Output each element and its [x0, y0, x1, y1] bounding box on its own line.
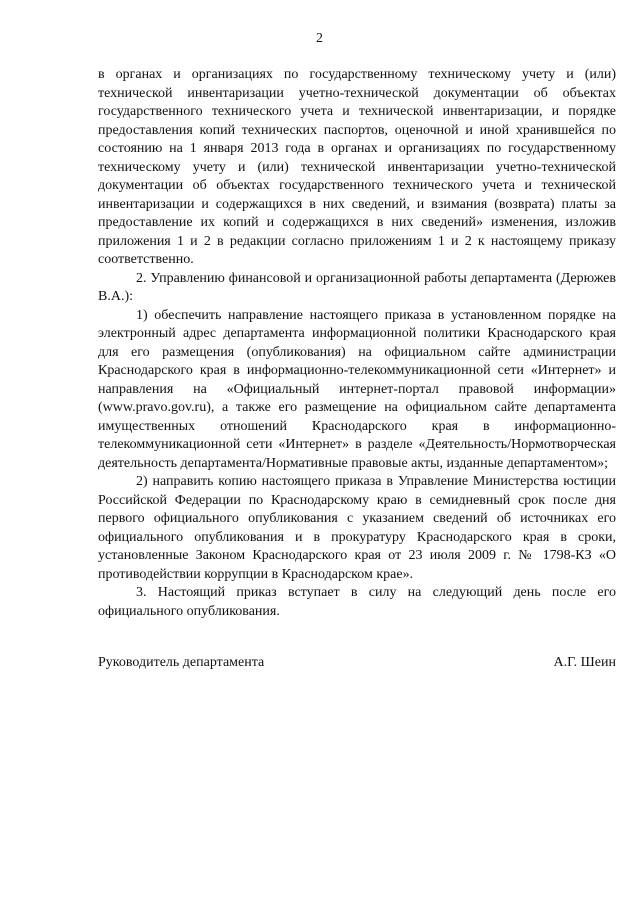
signatory-name: А.Г. Шеин — [553, 655, 616, 670]
paragraph-continuation: в органах и организациях по государственному техническому учету и (или) технической инвентаризации учетно-технической документации об объектах государственного технического учета и технической инвентаризации, и порядке предоставления копий технических паспортов, оценочной и иной хранившейся по состоянию на 1 января 2013 года в органах и организациях по государственному техническому учету и (или) технической инвентаризации учетно-технической документации об объектах государственного технического учета и технической инвентаризации и содержащихся в них сведений, и взимания (возврата) платы за предоставление их копий и содержащихся в них сведений» изменения, изложив приложения 1 и 2 в редакции согласно приложениям 1 и 2 к настоящему приказу соответственно. — [98, 67, 616, 267]
signatory-title: Руководитель департамента — [98, 655, 265, 670]
page-number: 2 — [316, 31, 323, 46]
paragraph-item-2: 2. Управлению финансовой и организационной работы департамента (Дерюжев В.А.): — [98, 270, 616, 304]
paragraph-subitem-2: 2) направить копию настоящего приказа в Управление Министерства юстиции Российской Федерации по Краснодарскому краю в семидневный срок после дня первого официального опубликования с указанием сведений об источниках его официального опубликования и в прокуратуру Краснодарского края в сроки, установленные Законом Краснодарского края от 23 июля 2009 г. № 1798-КЗ «О противодействии коррупции в Краснодарском крае». — [98, 474, 616, 582]
paragraph-item-3: 3. Настоящий приказ вступает в силу на следующий день после его официального опубликования. — [98, 585, 616, 619]
document-body — [98, 66, 616, 621]
paragraph-subitem-1: 1) обеспечить направление настоящего приказа в установленном порядке на электронный адрес департамента информационной политики Краснодарского края для его размещения (опубликования) на официальном сайте администрации Краснодарского края в информационно-телекоммуникационной сети «Интернет» и направления на «Официальный интернет-портал правовой информации» (www.pravo.gov.ru), а также его размещение на официальном сайте департамента имущественных отношений Краснодарского края в информационно-телекоммуникационной сети «Интернет» в разделе «Деятельность/Нормотворческая деятельность департамента/Нормативные правовые акты, изданные департаментом»; — [98, 307, 616, 471]
